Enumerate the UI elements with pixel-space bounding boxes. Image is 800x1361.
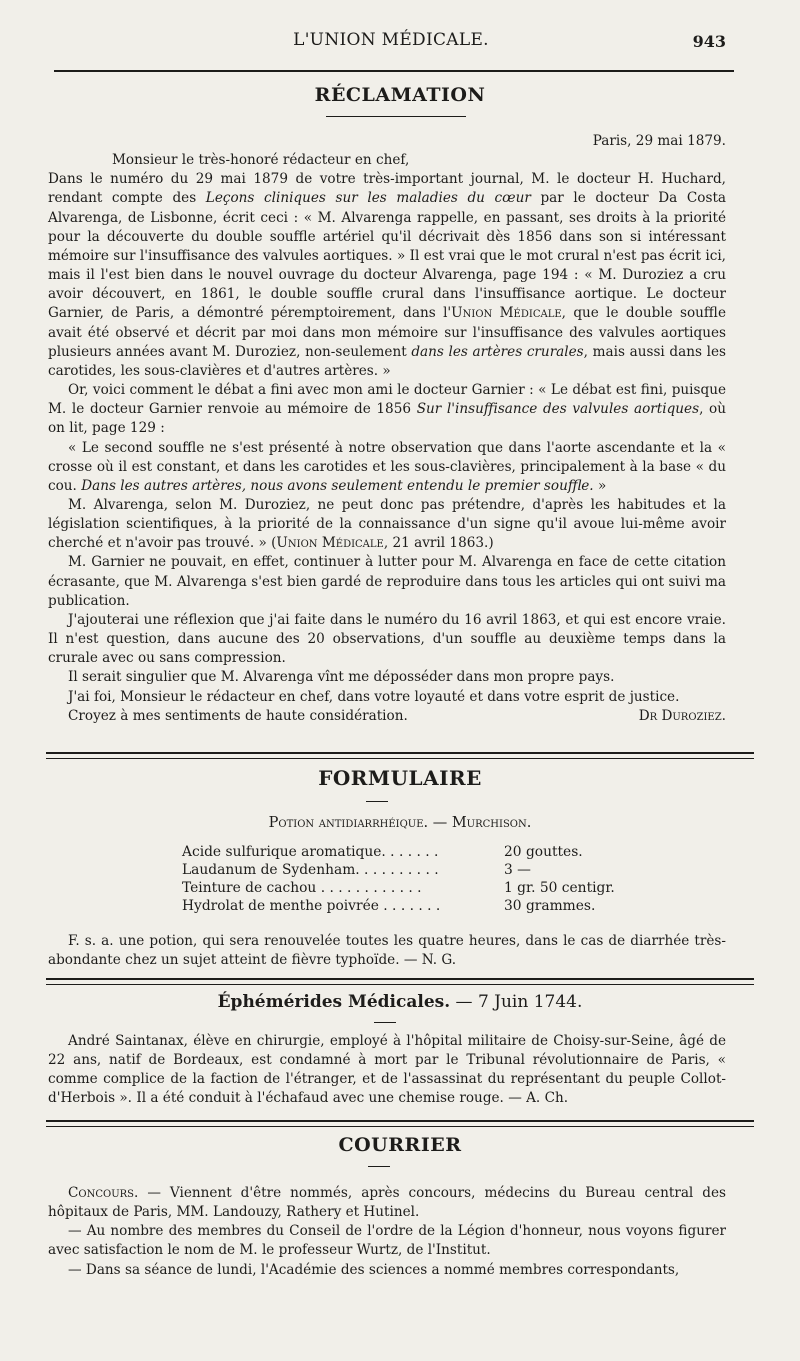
reclamation-body: [48, 132, 726, 726]
formula-instructions: F. s. a. une potion, qui sera renouvelée toutes les quatre heures, dans le cas de diarrhée très-abondante chez un sujet atteint de fièvre typhoïde. — N. G.: [48, 933, 726, 969]
signature: Dr Duroziez.: [638, 707, 726, 724]
title-rule: [368, 1166, 390, 1167]
running-head: [56, 30, 726, 60]
ephemerides-body: André Saintanax, élève en chirurgie, employé à l'hôpital militaire de Choisy-sur-Seine, âgé de 22 ans, natif de Bordeaux, est condamné à mort par le Tribunal révolutionnaire de Paris, « comme complice de la faction de l'étranger, et de l'assassinat du représentant du peuple Collot-d'Herbois ». Il a été conduit à l'échafaud avec une chemise rouge. — A. Ch.: [48, 1033, 726, 1107]
formula-subtitle: Potion antidiarrhéique. — Murchison.: [268, 815, 532, 831]
salutation: Monsieur le très-honoré rédacteur en chef,: [112, 152, 410, 169]
ingredient-row: Teinture de cachou . . . . . . . . . . . . 1 gr. 50 centigr.: [182, 880, 615, 896]
paragraph: — Au nombre des membres du Conseil de l'ordre de la Légion d'honneur, nous voyons figurer avec satisfaction le nom de M. le professeur Wurtz, de l'Institut.: [48, 1223, 726, 1259]
section-divider: [46, 752, 754, 759]
paragraph: J'ajouterai une réflexion que j'ai faite dans le numéro du 16 avril 1863, et qui est encore vraie. Il n'est question, dans aucune des 20 observations, d'un souffle au deuxième temps dans la crurale avec ou sans compression.: [48, 611, 726, 667]
ephemerides-title: Éphémérides Médicales. — 7 Juin 1744.: [217, 992, 583, 1012]
paragraph: — Dans sa séance de lundi, l'Académie des sciences a nommé membres correspondants,: [68, 1261, 680, 1278]
courrier-body: [48, 1184, 726, 1280]
dateline: Paris, 29 mai 1879.: [592, 133, 726, 149]
ingredient-list: [182, 843, 642, 915]
paragraph: Or, voici comment le débat a fini avec mon ami le docteur Garnier : « Le débat est fini, puisque M. le docteur Garnier renvoie au mémoire de 1856 Sur l'insuffisance des valvules aortiques, où on lit, page 129 :: [48, 382, 726, 437]
ingredient-row: Acide sulfurique aromatique. . . . . . . 20 gouttes.: [182, 844, 583, 860]
journal-title: L'UNION MÉDICALE.: [293, 30, 489, 50]
quotation: « Le second souffle ne s'est présenté à notre observation que dans l'aorte ascendante et la « crosse où il est constant, et dans les carotides et les sous-clavières, principalement à la base « du cou. Dans les autres artères, nous avons seulement entendu le premier souffle. »: [48, 439, 726, 494]
paragraph: M. Alvarenga, selon M. Duroziez, ne peut donc pas prétendre, d'après les habitudes et la législation scientifiques, à la priorité de la connaissance d'un signe qu'il avoue lui-même avoir cherché et n'avoir pas trouvé. » (Union Médicale, 21 avril 1863.): [48, 496, 726, 552]
ingredient-row: Hydrolat de menthe poivrée . . . . . . . 30 grammes.: [182, 898, 596, 914]
paragraph: Il serait singulier que M. Alvarenga vînt me déposséder dans mon propre pays.: [68, 669, 615, 686]
paragraph: Croyez à mes sentiments de haute considération. Dr Duroziez.: [48, 707, 726, 726]
header-rule: [54, 70, 734, 72]
paragraph: Dans le numéro du 29 mai 1879 de votre très-important journal, M. le docteur H. Huchard, rendant compte des Leçons cliniques sur les maladies du cœur par le docteur Da Costa Alvarenga, de Lisbonne, écrit ceci : « M. Alvarenga rappelle, en passant, ses droits à la priorité pour la découverte du double souffle artériel qu'il décrivait dès 1856 dans son si intéressant mémoire sur l'insuffisance des valvules aortiques. » Il est vrai que le mot crural n'est pas écrit ici, mais il l'est bien dans le nouvel ouvrage du docteur Alvarenga, page 194 : « M. Duroziez a cru avoir découvert, en 1861, le double souffle crural dans l'insuffisance aortique. Le docteur Garnier, de Paris, a démontré péremptoirement, dans l'Union Médicale, que le double souffle avait été observé et décrit par moi dans mon mémoire sur l'insuffisance des valvules aortiques plusieurs années avant M. Duroziez, non-seulement dans les artères crurales, mais aussi dans les carotides, les sous-clavières et d'autres artères. »: [48, 171, 727, 379]
title-rule: [326, 116, 466, 117]
title-rule: [374, 1022, 396, 1023]
paragraph: Concours. — Viennent d'être nommés, après concours, médecins du Bureau central des hôpitaux de Paris, MM. Landouzy, Rathery et Hutinel.: [48, 1185, 726, 1221]
formulaire-title: FORMULAIRE: [318, 766, 482, 790]
paragraph: M. Garnier ne pouvait, en effet, continuer à lutter pour M. Alvarenga en face de cette citation écrasante, que M. Alvarenga s'est bien gardé de reproduire dans tous les articles qui ont suivi ma publication.: [48, 554, 726, 609]
section-divider: [46, 978, 754, 985]
ingredient-row: Laudanum de Sydenham. . . . . . . . . . 3 —: [182, 862, 531, 878]
courrier-title: COURRIER: [338, 1134, 462, 1156]
reclamation-title: RÉCLAMATION: [314, 84, 486, 106]
page-number: 943: [692, 32, 726, 51]
title-rule: [366, 801, 388, 802]
paragraph: J'ai foi, Monsieur le rédacteur en chef, dans votre loyauté et dans votre esprit de justice.: [68, 688, 680, 705]
section-divider: [46, 1120, 754, 1127]
